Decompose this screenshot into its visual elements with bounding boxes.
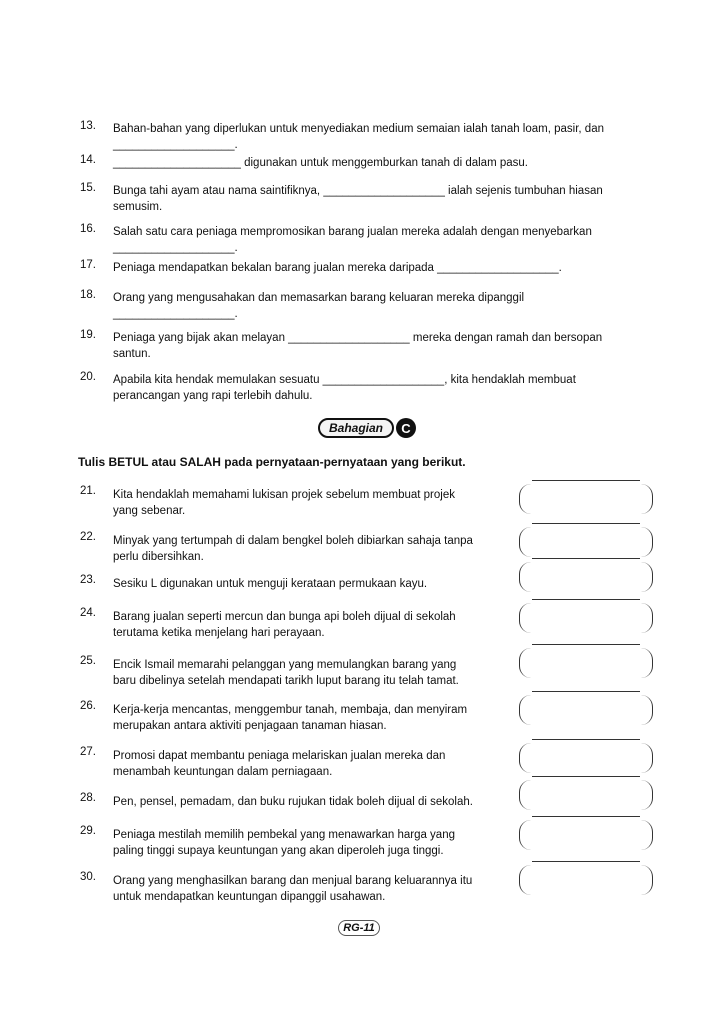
question-number: 30.	[80, 871, 96, 883]
question-text-line: Salah satu cara peniaga mempromosikan barang jualan mereka adalah dengan menyebarkan	[113, 226, 592, 238]
question-number: 21.	[80, 485, 96, 497]
question-text-line: Bahan-bahan yang diperlukan untuk menyediakan medium semaian ialah tanah loam, pasir, dan	[113, 123, 604, 135]
question-text-line: Pen, pensel, pemadam, dan buku rujukan tidak boleh dijual di sekolah.	[113, 796, 473, 808]
question-text-line: Sesiku L digunakan untuk menguji kerataan permukaan kayu.	[113, 578, 428, 590]
question-text-line: menambah keuntungan dalam perniagaan.	[113, 766, 333, 778]
question-number: 23.	[80, 574, 96, 586]
question-text-line: Barang jualan seperti mercun dan bunga api boleh dijual di sekolah	[113, 611, 456, 623]
answer-box-25[interactable]	[519, 648, 653, 678]
question-number: 27.	[80, 746, 96, 758]
question-number: 26.	[80, 700, 96, 712]
question-number: 20.	[80, 371, 96, 383]
section-c-badge	[318, 418, 394, 438]
answer-box-26[interactable]	[519, 695, 653, 725]
question-text-line: Minyak yang tertumpah di dalam bengkel boleh dibiarkan sahaja tanpa	[113, 535, 473, 547]
question-number: 22.	[80, 531, 96, 543]
question-text-line: untuk mendapatkan keuntungan dipanggil usahawan.	[113, 891, 386, 903]
question-text-line: perlu dibersihkan.	[113, 551, 204, 563]
question-text-line: Bunga tahi ayam atau nama saintifiknya, ___________________ ialah sejenis tumbuhan hiasan	[113, 185, 603, 197]
question-number: 28.	[80, 792, 96, 804]
question-number: 13.	[80, 120, 96, 132]
question-text-line: Apabila kita hendak memulakan sesuatu ___________________, kita hendaklah membuat	[113, 374, 576, 386]
question-number: 18.	[80, 289, 96, 301]
question-text-line: yang sebenar.	[113, 505, 186, 517]
answer-box-21[interactable]	[519, 484, 653, 514]
question-number: 17.	[80, 259, 96, 271]
question-text-line: Kerja-kerja mencantas, menggembur tanah, membaja, dan menyiram	[113, 704, 468, 716]
question-number: 25.	[80, 655, 96, 667]
question-text-line: Peniaga yang bijak akan melayan ___________________ mereka dengan ramah dan bersopan	[113, 332, 603, 344]
section-badge-label: Bahagian	[328, 421, 383, 435]
question-text-line: perancangan yang rapi terlebih dahulu.	[113, 390, 313, 402]
section-c-instruction: Tulis BETUL atau SALAH pada pernyataan-pernyataan yang berikut.	[78, 455, 466, 469]
question-text-line: paling tinggi supaya keuntungan yang akan diperoleh juga tinggi.	[113, 845, 444, 857]
question-text-line: merupakan antara aktiviti penjagaan tanaman hiasan.	[113, 720, 387, 732]
answer-box-29[interactable]	[519, 820, 653, 850]
question-text-line: santun.	[113, 348, 151, 360]
answer-blank[interactable]: ___________________.	[113, 139, 238, 151]
question-number: 19.	[80, 329, 96, 341]
question-text-line: semusim.	[113, 201, 163, 213]
question-text-line: terutama ketika menjelang hari perayaan.	[113, 627, 325, 639]
answer-blank[interactable]: ___________________.	[113, 242, 238, 254]
question-text-line: Peniaga mendapatkan bekalan barang jualan mereka daripada ___________________.	[113, 262, 562, 274]
question-text-line: Orang yang menghasilkan barang dan menjual barang keluarannya itu	[113, 875, 473, 887]
question-text-line: Orang yang mengusahakan dan memasarkan barang keluaran mereka dipanggil	[113, 292, 525, 304]
answer-box-22[interactable]	[519, 527, 653, 557]
question-number: 14.	[80, 154, 96, 166]
question-text-line: Kita hendaklah memahami lukisan projek sebelum membuat projek	[113, 489, 455, 501]
answer-box-30[interactable]	[519, 865, 653, 895]
answer-blank[interactable]: ___________________.	[113, 308, 238, 320]
answer-box-23[interactable]	[519, 562, 653, 592]
answer-box-27[interactable]	[519, 743, 653, 773]
question-text-line: baru dibelinya setelah mendapati tarikh luput barang itu telah tamat.	[113, 675, 459, 687]
page-number: RG-11	[338, 920, 380, 936]
question-text-line: Encik Ismail memarahi pelanggan yang memulangkan barang yang	[113, 659, 457, 671]
section-letter-circle: C	[396, 418, 416, 438]
answer-box-28[interactable]	[519, 780, 653, 810]
question-number: 29.	[80, 825, 96, 837]
answer-box-24[interactable]	[519, 603, 653, 633]
question-number: 15.	[80, 182, 96, 194]
question-number: 24.	[80, 607, 96, 619]
question-text-line: ____________________ digunakan untuk menggemburkan tanah di dalam pasu.	[113, 157, 528, 169]
question-text-line: Peniaga mestilah memilih pembekal yang menawarkan harga yang	[113, 829, 455, 841]
question-text-line: Promosi dapat membantu peniaga melariskan jualan mereka dan	[113, 750, 446, 762]
question-number: 16.	[80, 223, 96, 235]
